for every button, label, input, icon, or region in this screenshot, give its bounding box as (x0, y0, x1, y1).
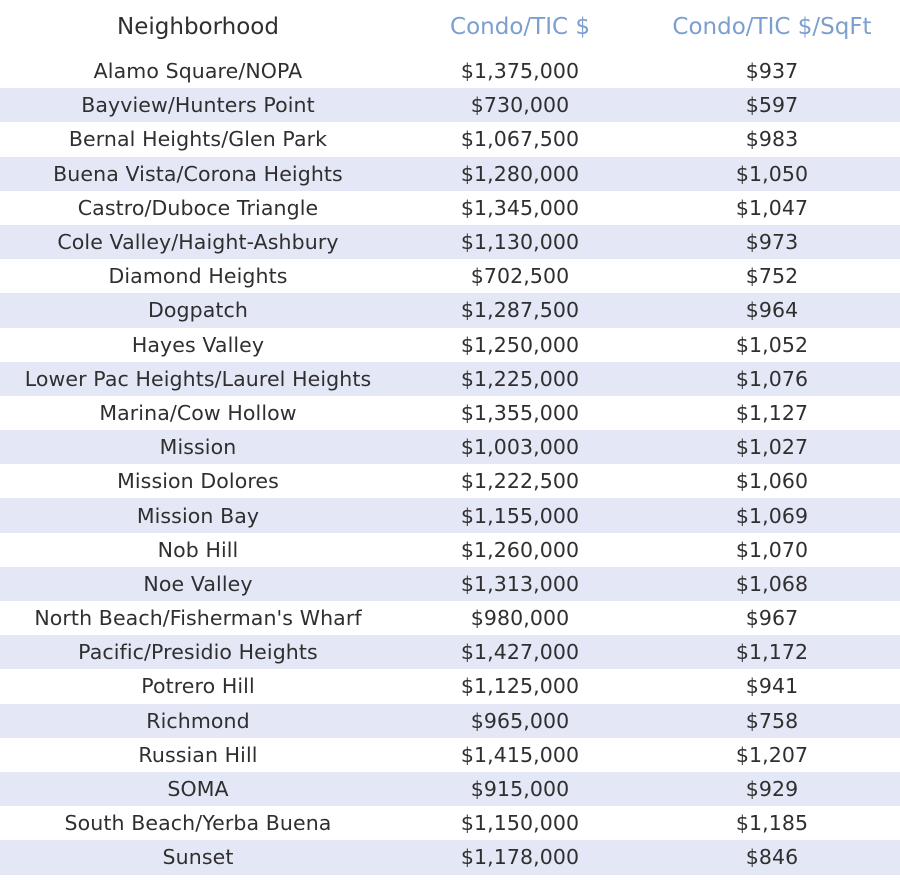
cell-condo-price-per-sqft: $1,076 (735, 366, 809, 391)
table-row (0, 669, 900, 703)
cell-neighborhood: Mission Dolores (117, 469, 279, 494)
cell-neighborhood: Sunset (162, 845, 234, 870)
cell-neighborhood: Bernal Heights/Glen Park (68, 127, 328, 152)
cell-condo-price-per-sqft: $1,068 (735, 571, 809, 596)
cell-condo-price-per-sqft: $1,172 (735, 640, 809, 665)
cell-condo-price-per-sqft: $1,069 (735, 503, 809, 528)
table-row (0, 430, 900, 464)
column-header-condo-price: Condo/TIC $ (450, 14, 590, 40)
cell-condo-price: $1,250,000 (460, 332, 580, 357)
cell-neighborhood: Nob Hill (157, 537, 239, 562)
cell-condo-price: $702,500 (470, 264, 570, 289)
cell-condo-price-per-sqft: $973 (745, 230, 799, 255)
cell-condo-price-per-sqft: $1,185 (735, 811, 809, 836)
cell-neighborhood: Dogpatch (147, 298, 249, 323)
cell-condo-price-per-sqft: $1,027 (735, 435, 809, 460)
cell-neighborhood: Pacific/Presidio Heights (78, 640, 318, 665)
table-row (0, 464, 900, 498)
cell-condo-price-per-sqft: $929 (745, 777, 799, 802)
column-header-neighborhood: Neighborhood (117, 14, 279, 40)
cell-neighborhood: Castro/Duboce Triangle (77, 195, 319, 220)
cell-neighborhood: Mission Bay (136, 503, 260, 528)
cell-condo-price-per-sqft: $597 (745, 93, 799, 118)
cell-condo-price: $1,415,000 (460, 742, 580, 767)
table-row (0, 567, 900, 601)
cell-condo-price-per-sqft: $1,050 (735, 161, 809, 186)
header-row (0, 0, 900, 54)
cell-condo-price-per-sqft: $1,070 (735, 537, 809, 562)
table-row (0, 259, 900, 293)
table-row (0, 601, 900, 635)
table-row (0, 88, 900, 122)
cell-neighborhood: Russian Hill (138, 742, 258, 767)
table-row (0, 191, 900, 225)
table-row (0, 840, 900, 874)
table-row (0, 225, 900, 259)
table-row (0, 54, 900, 88)
column-header-condo-price-per-sqft: Condo/TIC $/SqFt (672, 14, 872, 40)
table-row (0, 122, 900, 156)
cell-neighborhood: Mission (159, 435, 237, 460)
cell-condo-price-per-sqft: $1,052 (735, 332, 809, 357)
cell-condo-price-per-sqft: $983 (745, 127, 799, 152)
table-row (0, 704, 900, 738)
table-row (0, 293, 900, 327)
table-row (0, 362, 900, 396)
table-row (0, 498, 900, 532)
cell-condo-price: $915,000 (470, 777, 570, 802)
cell-neighborhood: SOMA (167, 777, 229, 802)
cell-condo-price-per-sqft: $1,060 (735, 469, 809, 494)
cell-condo-price: $1,155,000 (460, 503, 580, 528)
cell-condo-price-per-sqft: $941 (745, 674, 799, 699)
cell-condo-price: $1,125,000 (460, 674, 580, 699)
cell-condo-price-per-sqft: $1,207 (735, 742, 809, 767)
cell-condo-price-per-sqft: $967 (745, 606, 799, 631)
cell-condo-price-per-sqft: $758 (745, 708, 799, 733)
cell-condo-price: $1,345,000 (460, 195, 580, 220)
cell-neighborhood: South Beach/Yerba Buena (64, 811, 332, 836)
cell-condo-price: $1,067,500 (460, 127, 580, 152)
cell-neighborhood: Richmond (146, 708, 250, 733)
table-row (0, 806, 900, 840)
cell-condo-price-per-sqft: $752 (745, 264, 799, 289)
cell-condo-price: $980,000 (470, 606, 570, 631)
table-row (0, 772, 900, 806)
cell-condo-price: $1,225,000 (460, 366, 580, 391)
cell-neighborhood: Alamo Square/NOPA (93, 59, 303, 84)
table-row (0, 738, 900, 772)
cell-neighborhood: Lower Pac Heights/Laurel Heights (24, 366, 372, 391)
cell-neighborhood: Cole Valley/Haight-Ashbury (57, 230, 339, 255)
cell-neighborhood: Potrero Hill (141, 674, 255, 699)
cell-condo-price: $1,260,000 (460, 537, 580, 562)
cell-neighborhood: Diamond Heights (108, 264, 288, 289)
cell-condo-price: $1,375,000 (460, 59, 580, 84)
cell-condo-price: $730,000 (470, 93, 570, 118)
cell-neighborhood: Hayes Valley (131, 332, 265, 357)
cell-condo-price-per-sqft: $937 (745, 59, 799, 84)
cell-condo-price: $1,280,000 (460, 161, 580, 186)
table-row (0, 635, 900, 669)
cell-condo-price-per-sqft: $1,047 (735, 195, 809, 220)
table-row (0, 157, 900, 191)
cell-condo-price-per-sqft: $846 (745, 845, 799, 870)
cell-neighborhood: Noe Valley (143, 571, 253, 596)
cell-condo-price: $1,003,000 (460, 435, 580, 460)
cell-neighborhood: Bayview/Hunters Point (81, 93, 315, 118)
cell-condo-price: $1,287,500 (460, 298, 580, 323)
cell-condo-price: $1,130,000 (460, 230, 580, 255)
cell-condo-price: $1,355,000 (460, 400, 580, 425)
cell-condo-price-per-sqft: $1,127 (735, 400, 809, 425)
table-body (0, 54, 900, 875)
cell-neighborhood: Buena Vista/Corona Heights (53, 161, 343, 186)
cell-condo-price: $1,427,000 (460, 640, 580, 665)
cell-condo-price: $1,150,000 (460, 811, 580, 836)
table-row (0, 396, 900, 430)
cell-neighborhood: Marina/Cow Hollow (99, 400, 297, 425)
table-row (0, 533, 900, 567)
cell-neighborhood: North Beach/Fisherman's Wharf (34, 606, 362, 631)
cell-condo-price-per-sqft: $964 (745, 298, 799, 323)
cell-condo-price: $1,178,000 (460, 845, 580, 870)
cell-condo-price: $965,000 (470, 708, 570, 733)
table-row (0, 328, 900, 362)
cell-condo-price: $1,222,500 (460, 469, 580, 494)
cell-condo-price: $1,313,000 (460, 571, 580, 596)
